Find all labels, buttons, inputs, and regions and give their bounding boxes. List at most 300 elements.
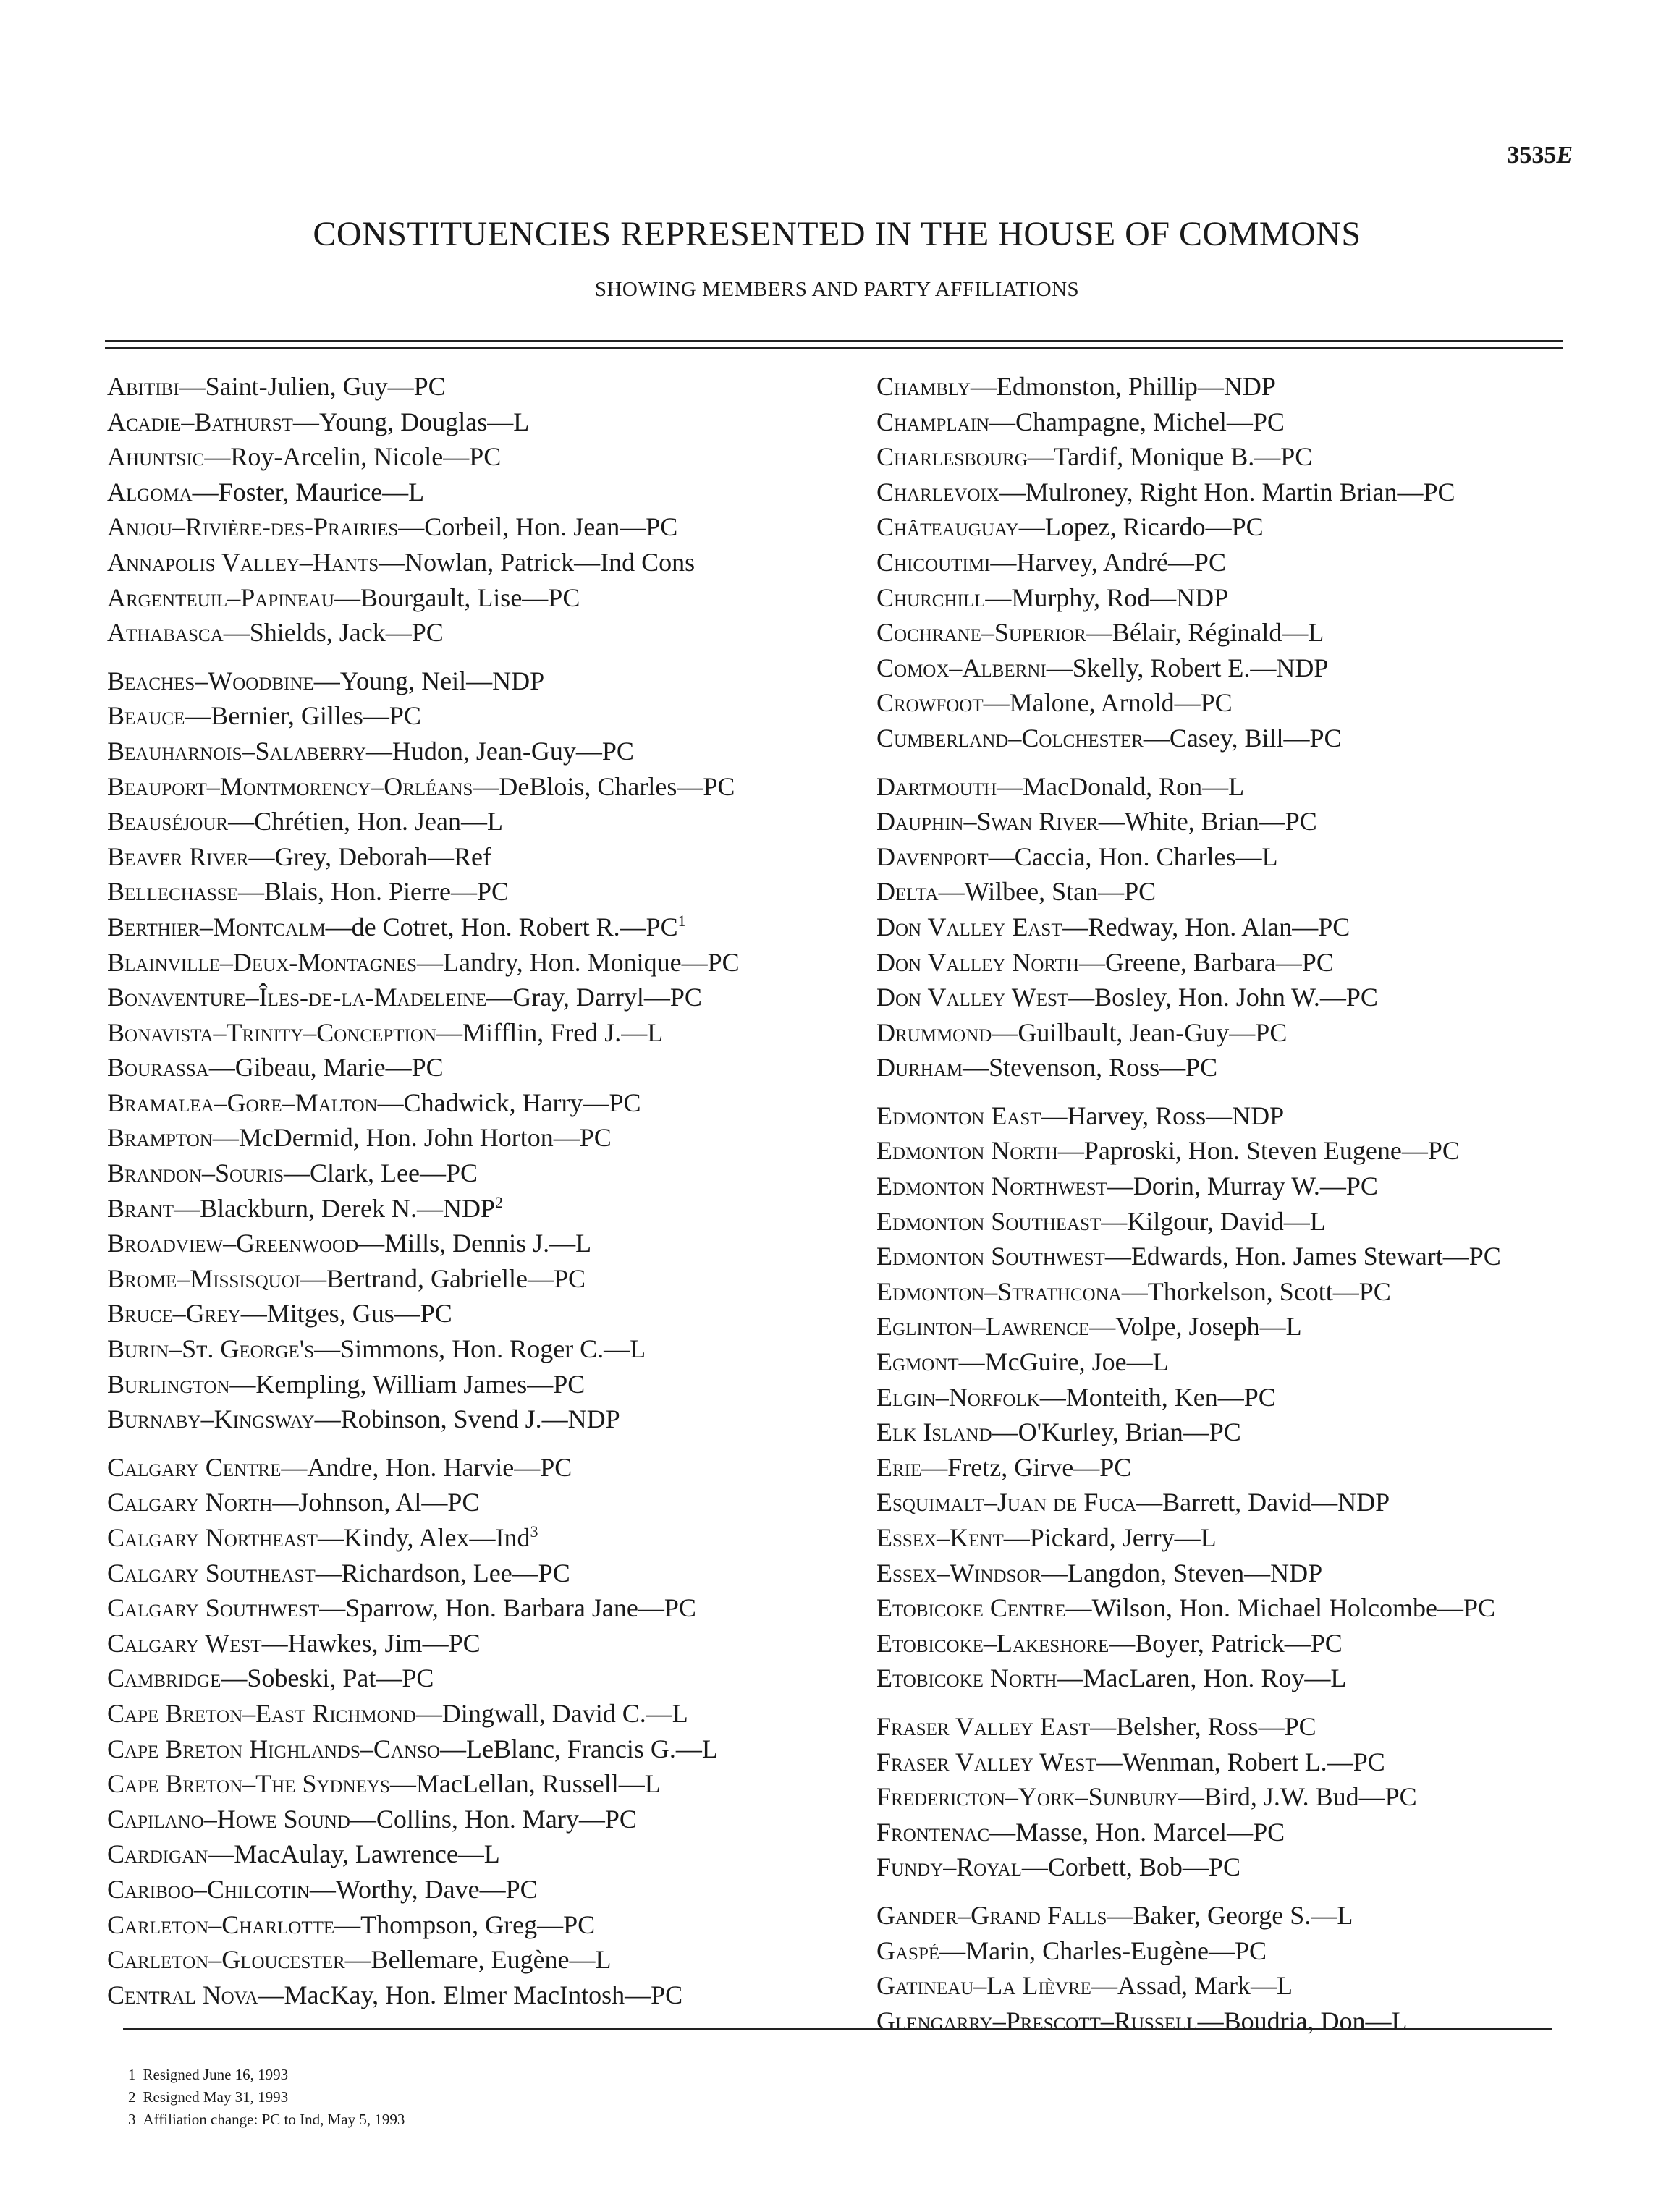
member-name: Mulroney, Right Hon. Martin Brian [1025,477,1398,507]
party-affiliation: PC [1463,1593,1495,1623]
constituency-entry: Athabasca—Shields, Jack—PC [107,618,444,648]
riding-name: Charlevoix [876,477,999,507]
constituency-entry: Beauharnois–Salaberry—Hudon, Jean-Guy—PC [107,736,634,766]
riding-name: Essex–Kent [876,1523,1004,1552]
party-affiliation: PC [1345,983,1378,1012]
riding-name: Berthier–Montcalm [107,912,326,941]
member-name: Marin, Charles-Eugène [965,1936,1209,1965]
member-name: Chrétien, Hon. Jean [254,807,462,836]
member-name: Collins, Hon. Mary [376,1804,579,1834]
riding-name: Fundy–Royal [876,1852,1022,1882]
footnote [128,2064,405,2086]
party-affiliation: PC [563,1910,596,1939]
riding-name: Eglinton–Lawrence [876,1312,1090,1342]
constituency-entry: Crowfoot—Malone, Arnold—PC [876,688,1233,718]
party-affiliation: PC [1253,1817,1285,1847]
party-affiliation: PC [540,1452,572,1482]
riding-name: Cape Breton–East Richmond [107,1698,416,1728]
constituency-entry: Bruce–Grey—Mitges, Gus—PC [107,1299,452,1329]
party-affiliation: PC [601,736,634,766]
member-name: Hawkes, Jim [287,1628,423,1658]
constituency-entry: Dauphin–Swan River—White, Brian—PC [876,807,1317,836]
member-name: Caccia, Hon. Charles [1014,842,1236,871]
footnote [128,2086,405,2109]
party-affiliation: PC [669,983,702,1012]
party-affiliation: PC [1099,1452,1132,1482]
riding-name: Calgary Southwest [107,1593,320,1623]
party-affiliation: PC [1252,407,1285,436]
member-name: Worthy, Dave [335,1874,480,1904]
party-affiliation: PC [1235,1936,1267,1965]
member-name: Assad, Mark [1117,1971,1251,2001]
constituency-entry: Fraser Valley East—Belsher, Ross—PC [876,1711,1316,1741]
riding-name: Bonavista–Trinity–Conception [107,1017,436,1047]
party-affiliation: NDP [1276,653,1329,682]
member-name: Volpe, Joseph [1115,1312,1260,1342]
constituency-entry: Glengarry–Prescott–Russell—Boudria, Don—L [876,2006,1408,2035]
riding-name: Calgary Northeast [107,1523,318,1552]
constituency-entry: Esquimalt–Juan de Fuca—Barrett, David—NDP [876,1488,1390,1517]
riding-name: Cape Breton–The Sydneys [107,1769,390,1799]
member-name: O'Kurley, Brian [1018,1418,1183,1447]
riding-name: Annapolis Valley–Hants [107,547,379,577]
party-affiliation: PC [538,1558,570,1588]
riding-name: Charlesbourg [876,442,1028,472]
party-affiliation: PC [389,701,421,731]
party-affiliation: L [1391,2006,1408,2035]
member-name: Bernier, Gilles [211,701,363,731]
member-name: Lopez, Ricardo [1044,512,1206,542]
constituency-entry: Anjou–Rivière-des-Prairies—Corbeil, Hon. Jean—PC [107,512,678,542]
constituency-entry: Edmonton Southwest—Edwards, Hon. James Stewart—PC [876,1242,1501,1271]
riding-name: Esquimalt–Juan de Fuca [876,1488,1137,1517]
riding-name: Don Valley East [876,912,1062,941]
riding-name: Crowfoot [876,688,984,718]
riding-name: Chambly [876,372,971,401]
riding-name: Edmonton North [876,1136,1058,1166]
riding-name: Essex–Windsor [876,1558,1042,1588]
member-name: Baker, George S. [1133,1900,1311,1930]
party-affiliation: PC [1243,1382,1276,1412]
party-affiliation: PC [445,1158,478,1188]
riding-name: Abitibi [107,372,179,401]
constituency-entry: Edmonton Southeast—Kilgour, David—L [876,1206,1326,1236]
footnote [128,2109,405,2131]
constituency-entry: Cochrane–Superior—Bélair, Réginald—L [876,618,1324,648]
party-affiliation: L [1309,1206,1326,1236]
constituency-entry: Bonavista–Trinity–Conception—Mifflin, Fred J.—L [107,1017,664,1047]
member-name: Dorin, Murray W. [1133,1171,1320,1201]
riding-name: Beauséjour [107,807,229,836]
party-affiliation: L [701,1734,718,1763]
constituency-entry: Brampton—McDermid, Hon. John Horton—PC [107,1123,612,1153]
constituency-entry: Erie—Fretz, Girve—PC [876,1452,1132,1482]
member-name: Andre, Hon. Harvie [307,1452,515,1482]
riding-name: Durham [876,1053,963,1082]
riding-name: Ahuntsic [107,442,205,472]
member-name: Murphy, Rod [1011,582,1151,612]
riding-name: Dartmouth [876,771,997,801]
constituency-entry: Don Valley East—Redway, Hon. Alan—PC [876,912,1350,941]
member-name: McGuire, Joe [984,1347,1127,1377]
riding-name: Cochrane–Superior [876,618,1086,648]
constituency-entry: Bellechasse—Blais, Hon. Pierre—PC [107,877,509,907]
riding-name: Beaches–Woodbine [107,666,314,695]
member-name: Hudon, Jean-Guy [392,736,576,766]
member-name: Chadwick, Harry [403,1088,583,1117]
constituency-entry: Durham—Stevenson, Ross—PC [876,1053,1218,1082]
party-affiliation: Ind [495,1523,530,1552]
riding-name: Châteauguay [876,512,1019,542]
party-affiliation: PC [448,1628,481,1658]
member-name: Johnson, Al [298,1488,422,1517]
member-name: Young, Douglas [318,407,488,436]
constituency-entry: Egmont—McGuire, Joe—L [876,1347,1169,1377]
member-name: MacDonald, Ron [1023,771,1203,801]
member-name: Young, Neil [339,666,467,695]
party-affiliation: PC [1280,442,1313,472]
member-name: MacLellan, Russell [415,1769,619,1799]
member-name: Kindy, Alex [343,1523,470,1552]
party-affiliation: PC [646,512,678,542]
riding-name: Edmonton Southeast [876,1206,1102,1236]
member-name: Bosley, Hon. John W. [1094,983,1320,1012]
constituency-entry: Burin–St. George's—Simmons, Hon. Roger C.—L [107,1334,646,1364]
party-affiliation: PC [1255,1017,1288,1047]
constituency-entry: Calgary Southeast—Richardson, Lee—PC [107,1558,570,1588]
constituency-entry: Essex–Kent—Pickard, Jerry—L [876,1523,1217,1552]
constituency-entry: Annapolis Valley–Hants—Nowlan, Patrick—Ind Cons [107,547,696,577]
constituency-entry: Etobicoke–Lakeshore—Boyer, Patrick—PC [876,1628,1343,1658]
party-affiliation: PC [664,1593,696,1623]
party-affiliation: PC [1193,547,1226,577]
member-name: Greene, Barbara [1104,947,1276,977]
member-name: Stevenson, Ross [989,1053,1160,1082]
riding-name: Bellechasse [107,877,238,907]
constituency-entry: Central Nova—MacKay, Hon. Elmer MacIntosh—PC [107,1980,683,2009]
party-affiliation: L [575,1229,592,1258]
member-name: Sobeski, Pat [247,1664,376,1693]
party-affiliation: PC [548,582,580,612]
riding-name: Beauce [107,701,185,731]
riding-name: Carleton–Gloucester [107,1945,345,1975]
constituency-entry: Cardigan—MacAulay, Lawrence—L [107,1839,500,1869]
constituency-entry: Bramalea–Gore–Malton—Chadwick, Harry—PC [107,1088,641,1117]
member-name: Masse, Hon. Marcel [1015,1817,1227,1847]
riding-name: Fraser Valley West [876,1747,1096,1776]
party-affiliation: PC [553,1263,586,1293]
constituency-entry: Argenteuil–Papineau—Bourgault, Lise—PC [107,582,580,612]
constituency-entry: Bourassa—Gibeau, Marie—PC [107,1053,444,1082]
party-affiliation: L [1200,1523,1217,1552]
member-name: Kilgour, David [1127,1206,1284,1236]
riding-name: Beaver River [107,842,249,871]
page-number [1507,142,1573,169]
riding-name: Cambridge [107,1664,221,1693]
party-affiliation: L [1337,1900,1353,1930]
riding-name: Erie [876,1452,922,1482]
party-affiliation: L [1276,1971,1293,2001]
party-affiliation: PC [553,1369,586,1399]
constituency-entry: Don Valley West—Bosley, Hon. John W.—PC [876,983,1378,1012]
member-name: Roy-Arcelin, Nicole [230,442,444,472]
constituency-entry: Frontenac—Masse, Hon. Marcel—PC [876,1817,1285,1847]
member-name: de Cotret, Hon. Robert R. [351,912,620,941]
riding-name: Don Valley West [876,983,1069,1012]
party-affiliation: NDP [1176,582,1229,612]
riding-name: Elk Island [876,1418,992,1447]
member-name: Harvey, Ross [1067,1101,1206,1130]
footnote-text: Resigned June 16, 1993 [143,2066,289,2083]
constituency-entry: Essex–Windsor—Langdon, Steven—NDP [876,1558,1323,1588]
party-affiliation: PC [411,618,444,648]
riding-name: Central Nova [107,1980,258,2009]
member-name: Casey, Bill [1169,723,1284,753]
member-name: Bélair, Réginald [1112,618,1282,648]
party-affiliation: PC [1468,1242,1501,1271]
riding-name: Carleton–Charlotte [107,1910,335,1939]
constituency-entry: Carleton–Charlotte—Thompson, Greg—PC [107,1910,596,1939]
member-name: Richardson, Lee [341,1558,512,1588]
party-affiliation: PC [1285,807,1317,836]
constituency-entry: Beaches–Woodbine—Young, Neil—NDP [107,666,545,695]
constituency-entry: Bonaventure–Îles-de-la-Madeleine—Gray, Darryl—PC [107,983,702,1012]
constituency-entry: Beaver River—Grey, Deborah—Ref [107,842,492,871]
riding-name: Glengarry–Prescott–Russell [876,2006,1198,2035]
party-affiliation: L [1228,771,1245,801]
riding-name: Anjou–Rivière-des-Prairies [107,512,399,542]
riding-name: Bonaventure–Îles-de-la-Madeleine [107,983,487,1012]
riding-name: Brant [107,1193,174,1223]
member-name: Foster, Maurice [218,477,383,507]
riding-name: Gander–Grand Falls [876,1900,1107,1930]
member-name: MacLaren, Hon. Roy [1083,1664,1305,1693]
constituency-entry: Brome–Missisquoi—Bertrand, Gabrielle—PC [107,1263,586,1293]
constituency-entry: Elgin–Norfolk—Monteith, Ken—PC [876,1382,1276,1412]
member-name: Langdon, Steven [1068,1558,1245,1588]
constituency-entry: Edmonton Northwest—Dorin, Murray W.—PC [876,1171,1378,1201]
member-name: Boudria, Don [1223,2006,1366,2035]
constituency-entry: Acadie–Bathurst—Young, Douglas—L [107,407,530,436]
riding-name: Fraser Valley East [876,1711,1091,1741]
member-name: DeBlois, Charles [499,771,677,801]
riding-name: Davenport [876,842,989,871]
member-name: McDermid, Hon. John Horton [238,1123,554,1153]
member-name: Skelly, Robert E. [1072,653,1251,682]
letter-group [876,369,1600,756]
constituency-entry: Cambridge—Sobeski, Pat—PC [107,1664,434,1693]
constituency-entry: Gaspé—Marin, Charles-Eugène—PC [876,1936,1267,1965]
riding-name: Cariboo–Chilcotin [107,1874,310,1904]
footnote-text: Affiliation change: PC to Ind, May 5, 1993 [143,2111,405,2128]
riding-name: Brampton [107,1123,213,1153]
party-affiliation: L [1330,1664,1347,1693]
riding-name: Algoma [107,477,193,507]
riding-name: Brandon–Souris [107,1158,284,1188]
member-name: LeBlanc, Francis G. [465,1734,676,1763]
constituency-entry: Algoma—Foster, Maurice—L [107,477,425,507]
letter-group [876,1709,1600,1885]
member-name: Mitges, Gus [266,1299,394,1329]
constituency-entry: Fundy–Royal—Corbett, Bob—PC [876,1852,1240,1882]
riding-name: Don Valley North [876,947,1079,977]
member-name: Pickard, Jerry [1029,1523,1175,1552]
party-affiliation: PC [402,1664,434,1693]
party-affiliation: PC [505,1874,538,1904]
constituency-entry: Beauport–Montmorency–Orléans—DeBlois, Charles—PC [107,771,735,801]
page-title: CONSTITUENCIES REPRESENTED IN THE HOUSE OF COMMONS [313,215,1361,253]
constituency-entry: Blainville–Deux-Montagnes—Landry, Hon. Monique—PC [107,947,740,977]
member-name: Grey, Deborah [274,842,428,871]
constituency-entry: Fredericton–York–Sunbury—Bird, J.W. Bud—PC [876,1782,1417,1812]
party-affiliation: PC [703,771,735,801]
riding-name: Etobicoke Centre [876,1593,1066,1623]
constituency-entry: Beauce—Bernier, Gilles—PC [107,701,421,731]
constituency-entry: Comox–Alberni—Skelly, Robert E.—NDP [876,653,1329,682]
member-name: Belsher, Ross [1116,1711,1259,1741]
riding-name: Beauport–Montmorency–Orléans [107,771,473,801]
riding-name: Calgary North [107,1488,273,1517]
constituency-entry: Ahuntsic—Roy-Arcelin, Nicole—PC [107,442,502,472]
constituency-entry: Charlesbourg—Tardif, Monique B.—PC [876,442,1313,472]
member-name: Simmons, Hon. Roger C. [340,1334,604,1364]
party-affiliation: L [644,1769,661,1799]
member-name: Gibeau, Marie [234,1053,386,1082]
constituency-entry: Charlevoix—Mulroney, Right Hon. Martin Brian—PC [876,477,1455,507]
member-name: Champagne, Michel [1015,407,1227,436]
constituency-entry: Gatineau–La Lièvre—Assad, Mark—L [876,1971,1293,2001]
constituency-entry: Brant—Blackburn, Derek N.—NDP$^2$ [107,1192,504,1223]
member-name: Blackburn, Derek N. [200,1193,417,1223]
constituency-entry: Davenport—Caccia, Hon. Charles—L [876,842,1278,871]
party-affiliation: PC [1423,477,1455,507]
constituency-entry: Abitibi—Saint-Julien, Guy—PC [107,372,446,401]
party-affiliation: L [483,1839,500,1869]
member-name: Thorkelson, Scott [1147,1276,1333,1306]
constituency-entry: Dartmouth—MacDonald, Ron—L [876,771,1245,801]
member-name: Boyer, Patrick [1135,1628,1285,1658]
constituency-entry: Brandon–Souris—Clark, Lee—PC [107,1158,478,1188]
party-affiliation: L [1308,618,1324,648]
page-number-value: 3535 [1507,142,1557,169]
riding-name: Burlington [107,1369,230,1399]
member-name: Mills, Dennis J. [384,1229,550,1258]
footnote-text: Resigned May 31, 1993 [143,2088,289,2106]
riding-name: Gaspé [876,1936,940,1965]
party-affiliation: PC [604,1804,637,1834]
member-name: Bertrand, Gabrielle [326,1263,528,1293]
member-name: MacKay, Hon. Elmer MacIntosh [284,1980,625,2009]
party-affiliation: L [1152,1347,1169,1377]
member-name: Thompson, Greg [360,1910,538,1939]
constituency-entry: Cumberland–Colchester—Casey, Bill—PC [876,723,1342,753]
party-affiliation: PC [1185,1053,1218,1082]
member-name: Bellemare, Eugène [371,1945,570,1975]
constituency-entry: Calgary Northeast—Kindy, Alex—Ind$^3$ [107,1522,538,1552]
riding-name: Bourassa [107,1053,209,1082]
party-affiliation: PC [1208,1852,1240,1882]
riding-name: Calgary Centre [107,1452,282,1482]
riding-name: Edmonton Northwest [876,1171,1107,1201]
party-affiliation: NDP [1337,1488,1390,1517]
party-affiliation: PC [1345,1171,1378,1201]
constituency-entry: Beauséjour—Chrétien, Hon. Jean—L [107,807,504,836]
party-affiliation: L [595,1945,612,1975]
party-affiliation: PC [1309,723,1342,753]
riding-name: Etobicoke North [876,1664,1057,1693]
party-affiliation: PC [1231,512,1264,542]
riding-name: Edmonton–Strathcona [876,1276,1122,1306]
member-name: Bird, J.W. Bud [1204,1782,1359,1812]
riding-name: Cardigan [107,1839,208,1869]
constituency-entry: Drummond—Guilbault, Jean-Guy—PC [876,1017,1288,1047]
party-affiliation: L [647,1017,664,1047]
letter-group [876,769,1600,1085]
member-name: Bourgault, Lise [360,582,523,612]
letter-group [876,1898,1600,2038]
member-name: Wilbee, Stan [964,877,1099,907]
riding-name: Blainville–Deux-Montagnes [107,947,417,977]
member-name: Blais, Hon. Pierre [263,877,451,907]
riding-name: Calgary Southeast [107,1558,316,1588]
constituency-entry: Châteauguay—Lopez, Ricardo—PC [876,512,1264,542]
party-affiliation: PC [1200,688,1233,718]
party-affiliation: PC [1209,1418,1241,1447]
member-name: Corbeil, Hon. Jean [424,512,620,542]
party-affiliation: PC [1353,1747,1385,1776]
member-name: Clark, Lee [310,1158,420,1188]
member-name: Sparrow, Hon. Barbara Jane [345,1593,638,1623]
member-name: Guilbault, Jean-Guy [1018,1017,1230,1047]
constituency-entry: Delta—Wilbee, Stan—PC [876,877,1157,907]
party-affiliation: L [487,807,504,836]
constituency-entry: Fraser Valley West—Wenman, Robert L.—PC [876,1747,1385,1776]
constituency-entry: Chambly—Edmonston, Phillip—NDP [876,372,1276,401]
party-affiliation: PC [609,1088,641,1117]
party-affiliation: PC [1427,1136,1460,1166]
constituency-entry: Calgary Centre—Andre, Hon. Harvie—PC [107,1452,572,1482]
footnote-marker: 3 [530,1522,538,1541]
page-number-suffix: E [1556,142,1573,169]
constituency-entry: Don Valley North—Greene, Barbara—PC [876,947,1334,977]
riding-name: Gatineau–La Lièvre [876,1971,1091,2001]
party-affiliation: PC [476,877,509,907]
riding-name: Cape Breton Highlands–Canso [107,1734,440,1763]
riding-name: Capilano–Howe Sound [107,1804,350,1834]
party-affiliation: L [513,407,530,436]
party-affiliation: PC [413,372,446,401]
riding-name: Frontenac [876,1817,990,1847]
constituency-entry: Cape Breton–East Richmond—Dingwall, David C.—L [107,1698,688,1728]
header-rule-top [105,340,1563,342]
party-affiliation: L [630,1334,646,1364]
constituency-entry: Eglinton–Lawrence—Volpe, Joseph—L [876,1312,1302,1342]
party-affiliation: NDP [567,1404,620,1434]
party-affiliation: L [1261,842,1278,871]
riding-name: Burin–St. George's [107,1334,315,1364]
member-name: Nowlan, Patrick [405,547,575,577]
constituency-entry: Berthier–Montcalm—de Cotret, Hon. Robert $R.—PC^1$ [107,911,686,941]
member-name: Monteith, Ken [1065,1382,1218,1412]
party-affiliation: NDP [1232,1101,1285,1130]
member-name: Kempling, William James [255,1369,528,1399]
party-affiliation: NDP [442,1193,496,1223]
constituency-entry: Churchill—Murphy, Rod—NDP [876,582,1229,612]
constituency-entry: Cariboo–Chilcotin—Worthy, Dave—PC [107,1874,538,1904]
constituency-entry: Calgary West—Hawkes, Jim—PC [107,1628,481,1658]
riding-name: Brome–Missisquoi [107,1263,301,1293]
constituency-entry: Etobicoke Centre—Wilson, Hon. Michael Holcombe—PC [876,1593,1495,1623]
